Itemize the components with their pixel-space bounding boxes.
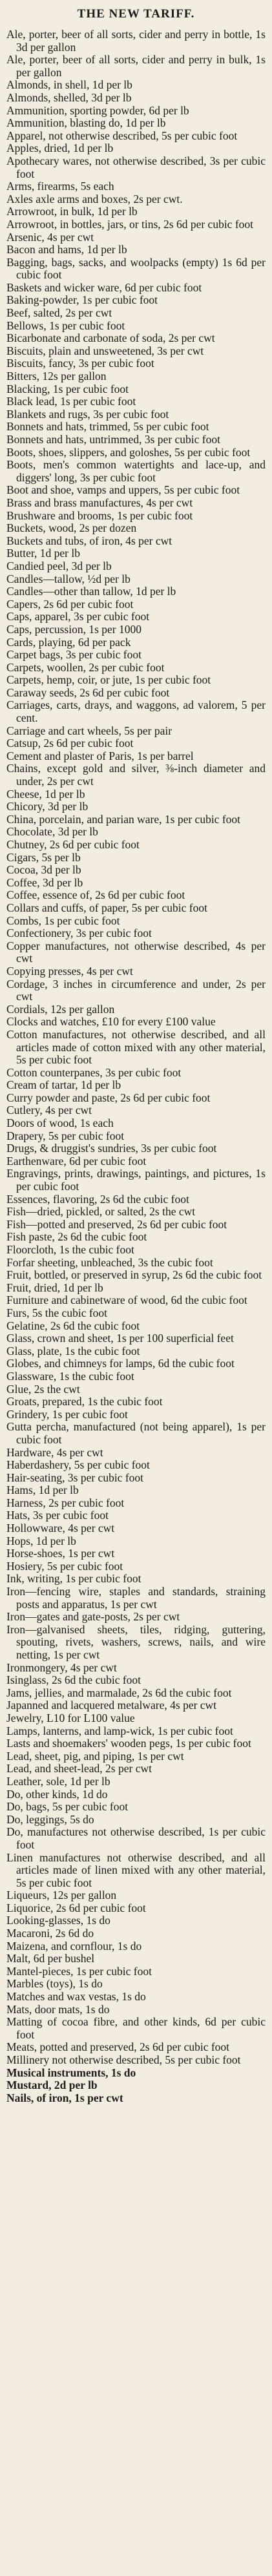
tariff-entry: Arms, firearms, 5s each bbox=[6, 180, 114, 193]
tariff-entry: Do, bags, 5s per cubic foot bbox=[6, 1800, 129, 1814]
tariff-entry: Essences, flavoring, 2s 6d the cubic foot bbox=[6, 1192, 189, 1206]
tariff-entry: Blankets and rugs, 3s per cubic foot bbox=[6, 407, 169, 421]
tariff-entry: Biscuits, fancy, 3s per cubic foot bbox=[6, 357, 154, 370]
tariff-entry: Apparel, not otherwise described, 5s per cubic foot bbox=[6, 129, 238, 142]
tariff-entry: Malt, 6d per bushel bbox=[6, 1952, 95, 1965]
tariff-entry: Iron—galvanised sheets, tiles, ridging, guttering, spouting, rivets, washers, screws, nails, and wire netting, 1s per cwt bbox=[6, 1622, 266, 1661]
tariff-entry: Black lead, 1s per cubic foot bbox=[6, 395, 136, 408]
tariff-entry: Carriage and cart wheels, 5s per pair bbox=[6, 724, 173, 737]
tariff-entry: Lasts and shoemakers' wooden pegs, 1s per cubic foot bbox=[6, 1737, 251, 1750]
tariff-entry: Buckets and tubs, of iron, 4s per cwt bbox=[6, 534, 173, 547]
tariff-entry: Beef, salted, 2s per cwt bbox=[6, 306, 112, 320]
tariff-entry: Drugs, & druggist's sundries, 3s per cubic foot bbox=[6, 1142, 217, 1155]
tariff-entry: Maizena, and cornflour, 1s do bbox=[6, 1939, 142, 1953]
tariff-entry: Fruit, bottled, or preserved in syrup, 2s 6d the cubic foot bbox=[6, 1268, 262, 1282]
tariff-entry: Mantel-pieces, 1s per cubic foot bbox=[6, 1964, 152, 1978]
tariff-entry: Mats, door mats, 1s do bbox=[6, 2002, 110, 2016]
tariff-list bbox=[6, 28, 266, 2104]
tariff-entry: China, porcelain, and parian ware, 1s per cubic foot bbox=[6, 812, 241, 826]
tariff-entry: Axles axle arms and boxes, 2s per cwt. bbox=[6, 192, 183, 205]
tariff-entry: Cordials, 12s per gallon bbox=[6, 1002, 115, 1016]
tariff-entry: Ammunition, blasting do, 1d per lb bbox=[6, 116, 166, 130]
tariff-entry: Curry powder and paste, 2s 6d per cubic foot bbox=[6, 1091, 211, 1104]
tariff-entry: Meats, potted and preserved, 2s 6d per cubic foot bbox=[6, 2040, 230, 2054]
tariff-entry: Gutta percha, manufactured (not being apparel), 1s per cubic foot bbox=[6, 1420, 266, 1446]
tariff-entry: Horse-shoes, 1s per cwt bbox=[6, 1547, 115, 1560]
tariff-entry: Combs, 1s per cubic foot bbox=[6, 914, 120, 927]
tariff-entry: Hollowware, 4s per cwt bbox=[6, 1522, 115, 1535]
tariff-entry: Ale, porter, beer of all sorts, cider and perry in bulk, 1s per gallon bbox=[6, 53, 266, 79]
tariff-entry: Bonnets and hats, untrimmed, 3s per cubic foot bbox=[6, 433, 220, 446]
tariff-entry: Leather, sole, 1d per lb bbox=[6, 1774, 110, 1788]
tariff-entry: Marbles (toys), 1s do bbox=[6, 1977, 103, 1991]
tariff-entry: Carpets, woollen, 2s per cubic foot bbox=[6, 660, 165, 674]
tariff-entry: Liqueurs, 12s per gallon bbox=[6, 1889, 117, 1902]
tariff-entry: Haberdashery, 5s per cubic foot bbox=[6, 1458, 150, 1472]
tariff-entry: Gelatine, 2s 6d the cubic foot bbox=[6, 1319, 140, 1332]
tariff-entry: Furniture and cabinetware of wood, 6d the cubic foot bbox=[6, 1293, 247, 1307]
tariff-entry: Bonnets and hats, trimmed, 5s per cubic foot bbox=[6, 420, 209, 434]
tariff-entry: Fruit, dried, 1d per lb bbox=[6, 1281, 103, 1294]
tariff-entry: Do, other kinds, 1d do bbox=[6, 1787, 108, 1801]
tariff-entry: Candles—tallow, ½d per lb bbox=[6, 572, 131, 585]
tariff-entry: Macaroni, 2s 6d do bbox=[6, 1927, 94, 1940]
tariff-entry: Hops, 1d per lb bbox=[6, 1534, 76, 1547]
tariff-entry: Copper manufactures, not otherwise described, 4s per cwt bbox=[6, 939, 266, 965]
tariff-entry: Apothecary wares, not otherwise described, 3s per cubic foot bbox=[6, 154, 266, 180]
tariff-entry: Engravings, prints, drawings, paintings, and pictures, 1s per cubic foot bbox=[6, 1167, 266, 1193]
tariff-entry: Iron—gates and gate-posts, 2s per cwt bbox=[6, 1610, 180, 1624]
tariff-entry: Arrowroot, in bottles, jars, or tins, 2s 6d per cubic foot bbox=[6, 217, 254, 231]
tariff-entry: Hosiery, 5s per cubic foot bbox=[6, 1559, 123, 1573]
tariff-entry: Hats, 3s per cubic foot bbox=[6, 1509, 109, 1522]
tariff-entry: Floorcloth, 1s the cubic foot bbox=[6, 1243, 134, 1256]
tariff-entry: Cream of tartar, 1d per lb bbox=[6, 1078, 121, 1092]
tariff-entry: Chicory, 3d per lb bbox=[6, 800, 89, 813]
tariff-entry: Do, manufactures not otherwise described, 1s per cubic foot bbox=[6, 1825, 266, 1851]
tariff-entry: Ironmongery, 4s per cwt bbox=[6, 1660, 117, 1674]
tariff-entry: Bellows, 1s per cubic foot bbox=[6, 319, 125, 332]
tariff-entry: Ale, porter, beer of all sorts, cider and perry in bottle, 1s 3d per gallon bbox=[6, 28, 266, 54]
tariff-entry: Glass, crown and sheet, 1s per 100 superficial feet bbox=[6, 1332, 234, 1345]
tariff-entry: Chocolate, 3d per lb bbox=[6, 825, 98, 839]
tariff-entry: Coffee, 3d per lb bbox=[6, 875, 83, 889]
page-title: THE NEW TARIFF. bbox=[77, 7, 195, 21]
tariff-entry: Jewelry, L10 for L100 value bbox=[6, 1711, 135, 1724]
tariff-entry: Boots, men's common watertights and lace-up, and diggers' long, 3s per cubic foot bbox=[6, 458, 266, 484]
tariff-entry: Cordage, 3 inches in circumference and under, 2s per cwt bbox=[6, 977, 266, 1003]
tariff-entry: Do, leggings, 5s do bbox=[6, 1812, 94, 1826]
tariff-entry: Ammunition, sporting powder, 6d per lb bbox=[6, 103, 189, 117]
tariff-entry: Caps, apparel, 3s per cubic foot bbox=[6, 610, 150, 623]
tariff-entry: Glue, 2s the cwt bbox=[6, 1382, 80, 1396]
tariff-entry: Carpet bags, 3s per cubic foot bbox=[6, 648, 141, 662]
tariff-entry: Almonds, shelled, 3d per lb bbox=[6, 90, 132, 104]
tariff-entry: Carriages, carts, drays, and waggons, ad valorem, 5 per cent. bbox=[6, 698, 266, 725]
tariff-entry: Hair-seating, 3s per cubic foot bbox=[6, 1471, 144, 1484]
tariff-entry: Lead, and sheet-lead, 2s per cwt bbox=[6, 1762, 152, 1775]
tariff-entry: Cheese, 1d per lb bbox=[6, 787, 85, 801]
tariff-entry: Nails, of iron, 1s per cwt bbox=[6, 2091, 123, 2104]
tariff-entry: Coffee, essence of, 2s 6d per cubic foot bbox=[6, 888, 185, 902]
tariff-entry: Matting of cocoa fibre, and other kinds, 6d per cubic foot bbox=[6, 2015, 266, 2041]
tariff-entry: Brass and brass manufactures, 4s per cwt bbox=[6, 496, 193, 509]
tariff-entry: Japanned and lacquered metalware, 4s per cwt bbox=[6, 1699, 217, 1712]
tariff-entry: Glassware, 1s the cubic foot bbox=[6, 1369, 134, 1383]
tariff-entry: Hardware, 4s per cwt bbox=[6, 1445, 103, 1459]
tariff-entry: Bacon and hams, 1d per lb bbox=[6, 243, 127, 257]
tariff-entry: Capers, 2s 6d per cubic foot bbox=[6, 597, 134, 611]
tariff-entry: Clocks and watches, £10 for every £100 value bbox=[6, 1015, 216, 1029]
tariff-entry: Collars and cuffs, of paper, 5s per cubic foot bbox=[6, 901, 207, 914]
tariff-entry: Confectionery, 3s per cubic foot bbox=[6, 927, 152, 940]
tariff-entry: Glass, plate, 1s the cubic foot bbox=[6, 1344, 140, 1357]
tariff-entry: Furs, 5s the cubic foot bbox=[6, 1306, 108, 1319]
tariff-entry: Ink, writing, 1s per cubic foot bbox=[6, 1572, 141, 1586]
tariff-entry: Hams, 1d per lb bbox=[6, 1483, 79, 1497]
tariff-entry: Cement and plaster of Paris, 1s per barrel bbox=[6, 749, 194, 762]
tariff-entry: Matches and wax vestas, 1s do bbox=[6, 1990, 146, 2004]
tariff-entry: Cigars, 5s per lb bbox=[6, 850, 81, 864]
tariff-entry: Arrowroot, in bulk, 1d per lb bbox=[6, 205, 138, 218]
tariff-entry: Cutlery, 4s per cwt bbox=[6, 1104, 92, 1117]
tariff-entry: Bagging, bags, sacks, and woolpacks (empty) 1s 6d per cubic foot bbox=[6, 255, 266, 282]
tariff-entry: Globes, and chimneys for lamps, 6d the cubic foot bbox=[6, 1357, 235, 1370]
tariff-entry: Caraway seeds, 2s 6d per cubic foot bbox=[6, 686, 170, 699]
tariff-entry: Chains, except gold and silver, ⅜-inch diameter and under, 2s per cwt bbox=[6, 762, 266, 788]
tariff-entry: Fish paste, 2s 6d the cubic foot bbox=[6, 1230, 147, 1244]
tariff-entry: Cards, playing, 6d per pack bbox=[6, 635, 131, 649]
tariff-entry: Liquorice, 2s 6d per cubic foot bbox=[6, 1901, 146, 1914]
tariff-entry: Cotton manufactures, not otherwise described, and all articles made of cotton mixed with any other material, 5s per cubic foot bbox=[6, 1027, 266, 1067]
tariff-entry: Baking-powder, 1s per cubic foot bbox=[6, 293, 158, 307]
tariff-entry: Fish—dried, pickled, or salted, 2s the cwt bbox=[6, 1205, 196, 1219]
tariff-entry: Catsup, 2s 6d per cubic foot bbox=[6, 737, 134, 750]
tariff-entry: Blacking, 1s per cubic foot bbox=[6, 382, 129, 395]
tariff-entry: Jams, jellies, and marmalade, 2s 6d the cubic foot bbox=[6, 1686, 232, 1699]
tariff-entry: Boots, shoes, slippers, and goloshes, 5s per cubic foot bbox=[6, 445, 251, 459]
tariff-entry: Apples, dried, 1d per lb bbox=[6, 141, 114, 155]
tariff-entry: Forfar sheeting, unbleached, 3s the cubic foot bbox=[6, 1255, 213, 1269]
tariff-entry: Isinglass, 2s 6d the cubic foot bbox=[6, 1673, 141, 1687]
tariff-entry: Doors of wood, 1s each bbox=[6, 1116, 114, 1130]
tariff-entry: Boot and shoe, vamps and uppers, 5s per cubic foot bbox=[6, 483, 240, 497]
tariff-entry: Copying presses, 4s per cwt bbox=[6, 964, 133, 978]
tariff-entry: Mustard, 2d per lb bbox=[6, 2079, 98, 2092]
tariff-entry: Bicarbonate and carbonate of soda, 2s per cwt bbox=[6, 331, 215, 345]
tariff-entry: Butter, 1d per lb bbox=[6, 547, 80, 560]
tariff-entry: Drapery, 5s per cubic foot bbox=[6, 1129, 125, 1142]
tariff-entry: Baskets and wicker ware, 6d per cubic foot bbox=[6, 280, 202, 294]
tariff-entry: Grindery, 1s per cubic foot bbox=[6, 1407, 128, 1421]
tariff-entry: Cocoa, 3d per lb bbox=[6, 863, 81, 877]
tariff-entry: Musical instruments, 1s do bbox=[6, 2066, 136, 2079]
tariff-entry: Caps, percussion, 1s per 1000 bbox=[6, 622, 142, 636]
tariff-entry: Almonds, in shell, 1d per lb bbox=[6, 78, 132, 92]
tariff-entry: Carpets, hemp, coir, or jute, 1s per cubic foot bbox=[6, 673, 211, 687]
tariff-entry: Candied peel, 3d per lb bbox=[6, 559, 112, 572]
tariff-entry: Millinery not otherwise described, 5s per cubic foot bbox=[6, 2053, 241, 2066]
tariff-entry: Earthenware, 6d per cubic foot bbox=[6, 1154, 147, 1168]
tariff-entry: Brushware and brooms, 1s per cubic foot bbox=[6, 508, 193, 522]
tariff-entry: Groats, prepared, 1s the cubic foot bbox=[6, 1395, 163, 1408]
tariff-entry: Iron—fencing wire, staples and standards, straining posts and apparatus, 1s per cwt bbox=[6, 1585, 266, 1611]
tariff-entry: Candles—other than tallow, 1d per lb bbox=[6, 585, 176, 598]
tariff-entry: Cotton counterpanes, 3s per cubic foot bbox=[6, 1065, 182, 1079]
tariff-entry: Buckets, wood, 2s per dozen bbox=[6, 521, 137, 535]
tariff-entry: Chutney, 2s 6d per cubic foot bbox=[6, 838, 140, 851]
tariff-entry: Harness, 2s per cubic foot bbox=[6, 1496, 125, 1509]
tariff-entry: Lead, sheet, pig, and piping, 1s per cwt bbox=[6, 1749, 184, 1763]
tariff-entry: Lamps, lanterns, and lamp-wick, 1s per cubic foot bbox=[6, 1724, 233, 1737]
tariff-entry: Bitters, 12s per gallon bbox=[6, 370, 107, 383]
tariff-entry: Linen manufactures not otherwise described, and all articles made of linen mixed with any other material, 5s per cubic foot bbox=[6, 1850, 266, 1889]
tariff-entry: Looking-glasses, 1s do bbox=[6, 1914, 110, 1927]
tariff-entry: Arsenic, 4s per cwt bbox=[6, 230, 94, 244]
tariff-entry: Biscuits, plain and unsweetened, 3s per cwt bbox=[6, 344, 204, 357]
tariff-entry: Fish—potted and preserved, 2s 6d per cubic foot bbox=[6, 1217, 227, 1231]
